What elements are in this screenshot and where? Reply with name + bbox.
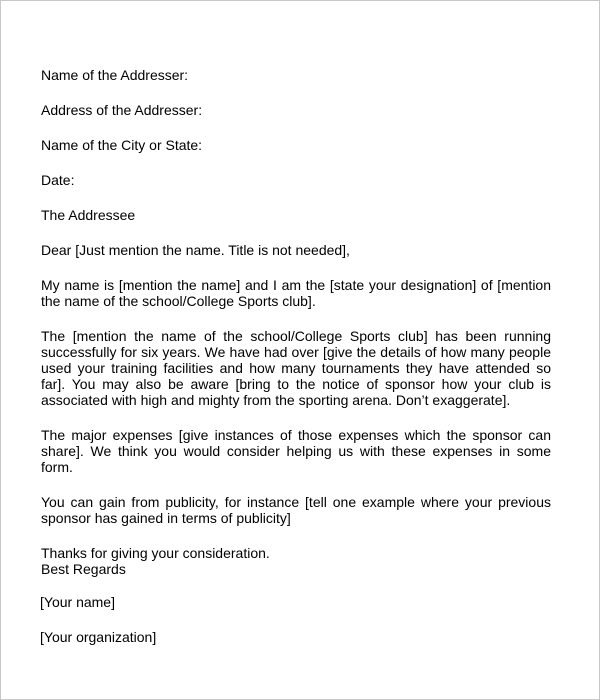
date-label: Date: bbox=[41, 172, 75, 188]
closing-regards: Best Regards bbox=[41, 561, 126, 577]
paragraph-publicity: You can gain from publicity, for instance [tell one example where your previous sponsor has gained in terms of publicity] bbox=[41, 494, 551, 526]
paragraph-club-history: The [mention the name of the school/College Sports club] has been running successfully for six years. We have had over [give the details of how many people used your training facilities and how many tournaments they have attended so far]. You may also be aware [bring to the notice of sponsor how your club is associated with high and mighty from the sporting arena. Don’t exaggerate]. bbox=[41, 328, 551, 408]
addressee-label: The Addressee bbox=[41, 207, 136, 223]
letter-body bbox=[41, 67, 551, 645]
thanks-line: Thanks for giving your consideration. bbox=[41, 545, 270, 561]
signature-organization: [Your organization] bbox=[40, 629, 157, 645]
addresser-name-label: Name of the Addresser: bbox=[41, 67, 189, 83]
addresser-address-label: Address of the Addresser: bbox=[41, 102, 203, 118]
paragraph-expenses: The major expenses [give instances of those expenses which the sponsor can share]. We think you would consider helping us with these expenses in some form. bbox=[41, 427, 551, 475]
city-state-label: Name of the City or State: bbox=[41, 137, 203, 153]
paragraph-introduction: My name is [mention the name] and I am the [state your designation] of [mention the name of the school/College Sports club]. bbox=[41, 277, 551, 309]
signature-name: [Your name] bbox=[40, 594, 115, 610]
salutation: Dear [Just mention the name. Title is not needed], bbox=[41, 242, 350, 258]
